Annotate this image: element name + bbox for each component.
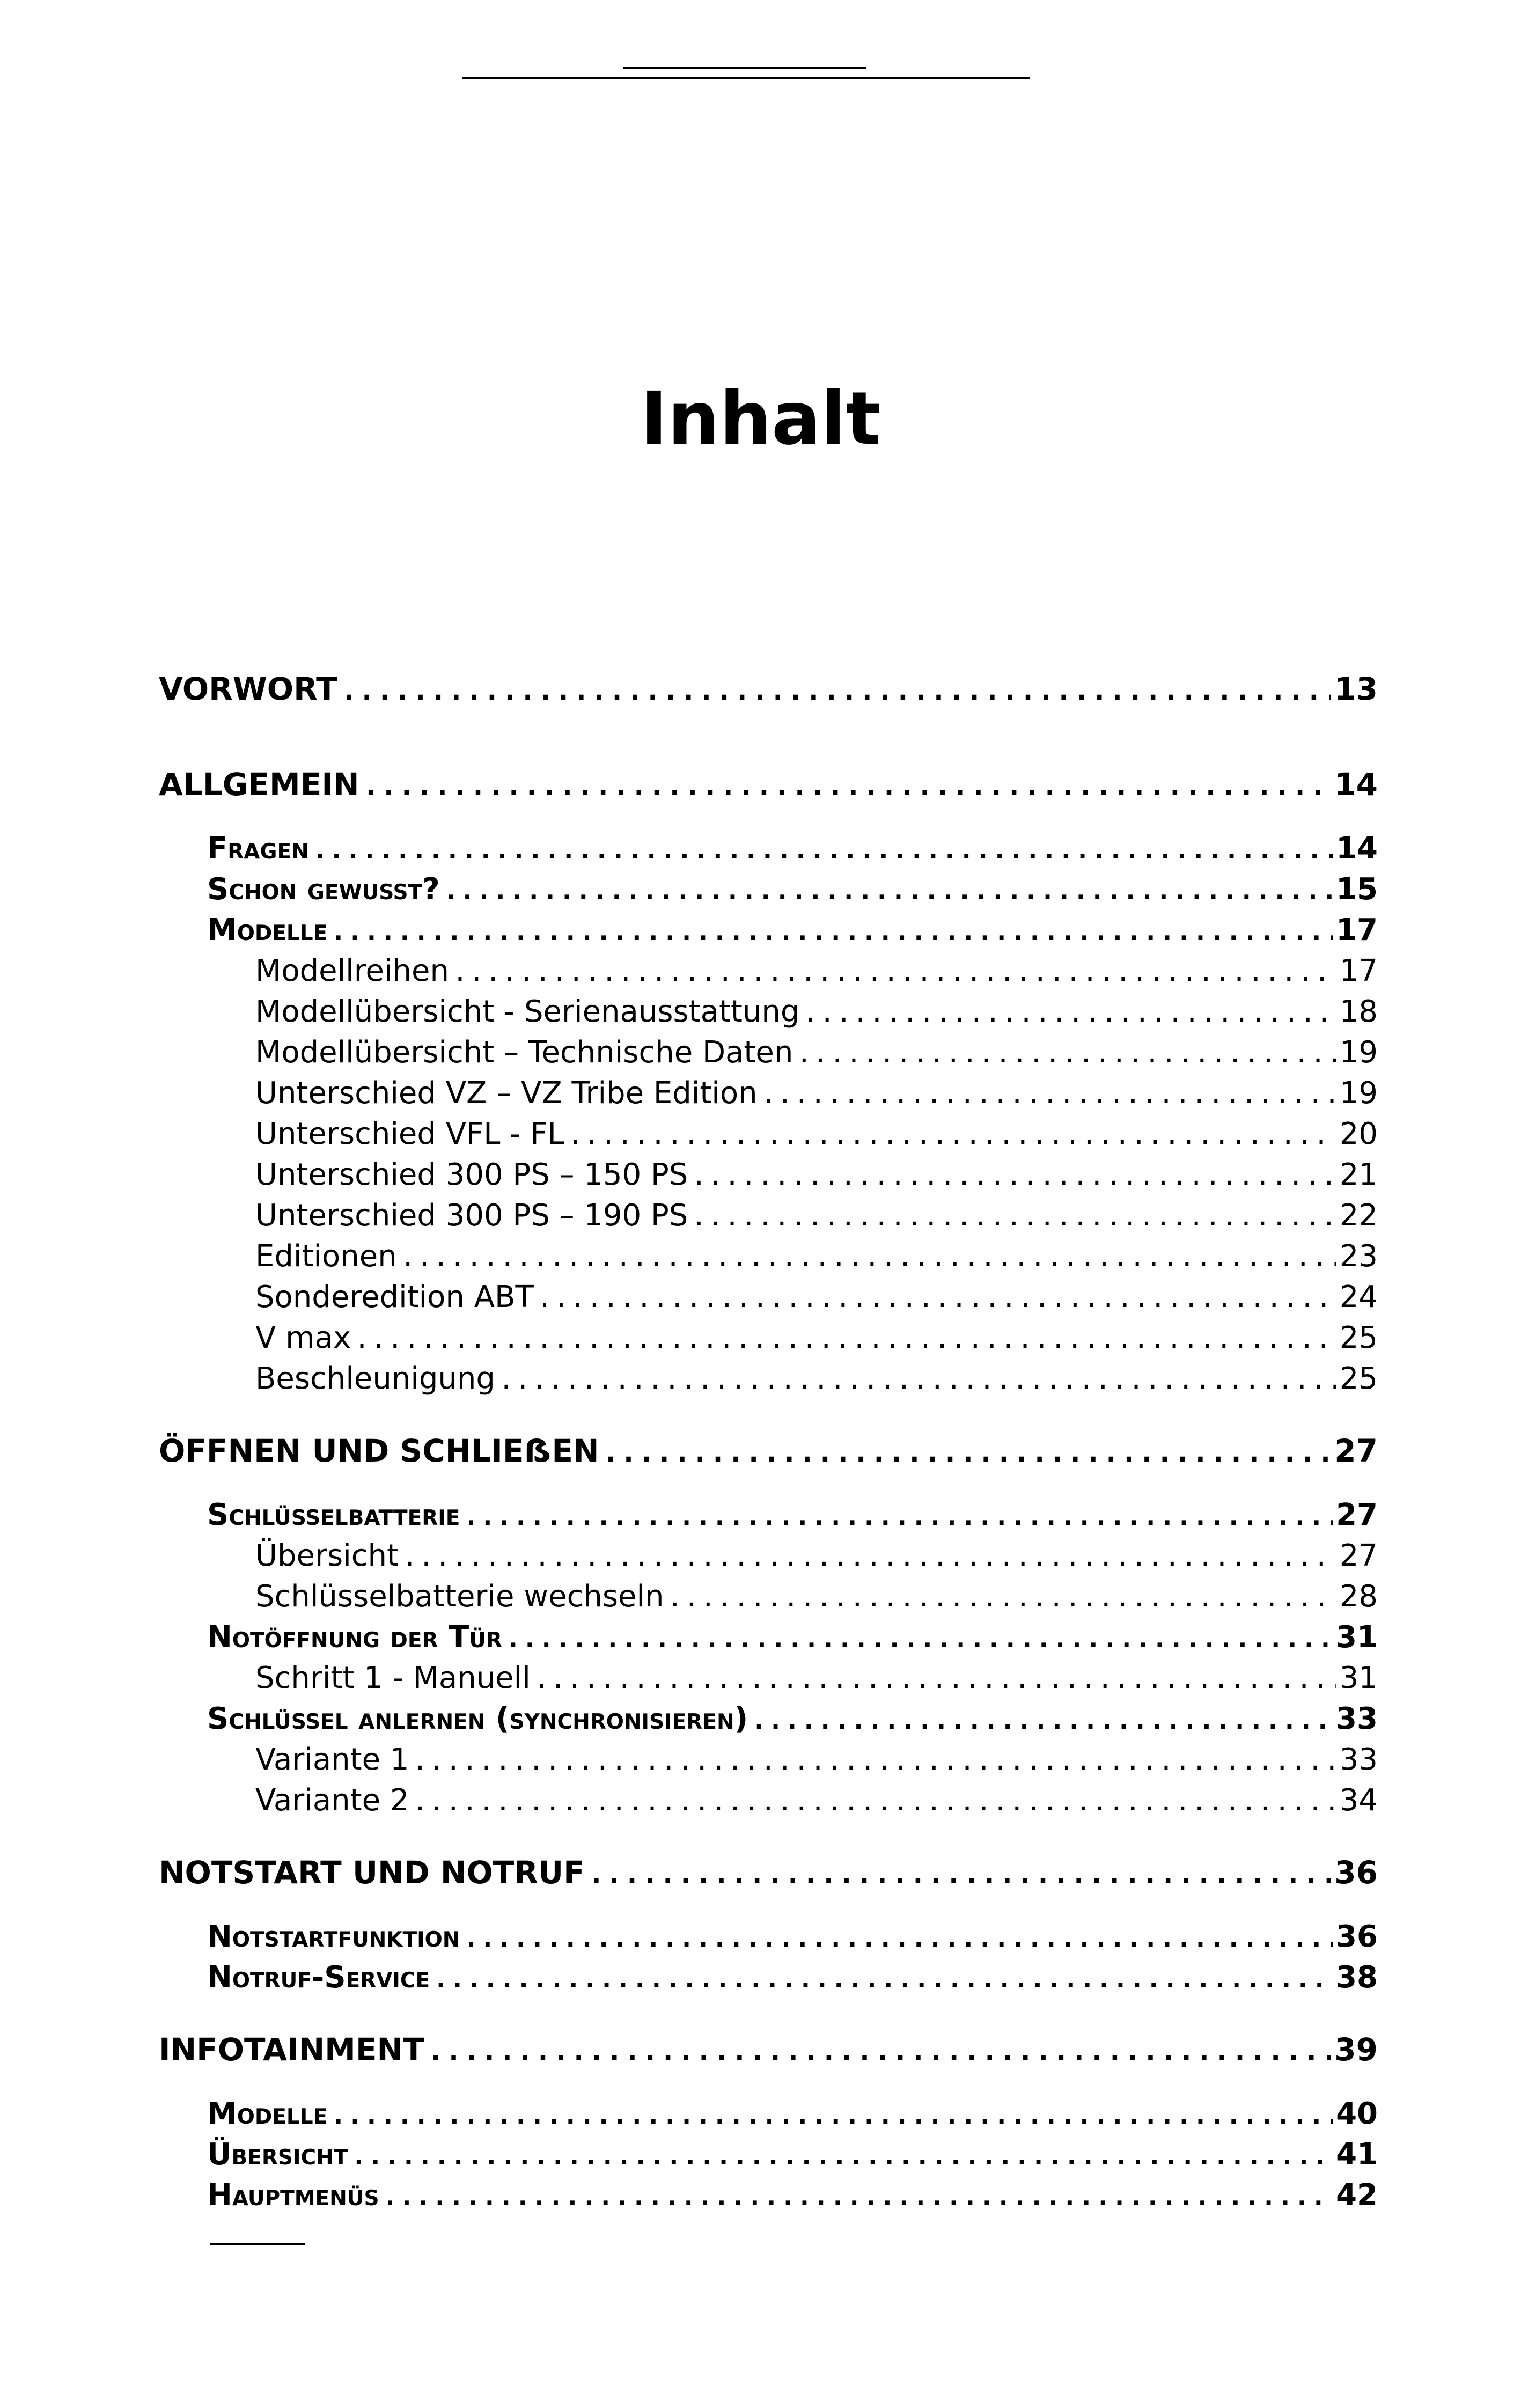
toc-entry-title: ÖFFNEN UND SCHLIEẞEN [159,1433,599,1469]
toc-page-number: 14 [1334,766,1378,803]
toc-entry-title: Unterschied 300 PS – 150 PS [255,1157,688,1192]
toc-entry-title: Unterschied VFL - FL [255,1117,564,1151]
toc-dot-leader [505,1618,1333,1658]
toc-spacer [159,733,1378,761]
toc-page-number: 13 [1334,671,1378,707]
toc-dot-leader [463,1496,1333,1536]
toc-spacer [159,1821,1378,1849]
toc-entry-title: Hauptmenüs [207,2178,379,2213]
toc-entry-level-2 [159,1917,1378,1957]
table-of-contents [159,665,1378,2216]
toc-spacer [159,808,1378,828]
toc-dot-leader [341,667,1332,713]
toc-entry-level-3 [159,1155,1378,1195]
toc-page-number: 17 [1336,913,1378,948]
toc-entry-level-3 [159,1236,1378,1277]
toc-entry-title: Unterschied VZ – VZ Tribe Edition [255,1076,758,1111]
toc-dot-leader [354,1319,1336,1359]
toc-entry-title: Variante 2 [255,1783,409,1818]
toc-entry-level-1 [159,1427,1378,1474]
toc-entry-title: Variante 1 [255,1742,409,1777]
toc-entry-title: Notruf-Service [207,1960,430,1995]
toc-page-number: 17 [1339,953,1378,988]
toc-entry-level-3 [159,1658,1378,1699]
toc-page-number: 41 [1336,2137,1378,2172]
toc-page-number: 33 [1339,1742,1378,1777]
toc-page-number: 18 [1339,994,1378,1029]
toc-page-number: 33 [1336,1701,1378,1736]
toc-entry-title: Schlüssel anlernen (synchronisieren) [207,1701,748,1736]
top-decor-rule [462,77,1030,79]
toc-entry-level-3 [159,992,1378,1032]
toc-dot-leader [413,1741,1336,1780]
toc-page-number: 38 [1336,1960,1378,1995]
toc-entry-level-2 [159,828,1378,869]
toc-entry-level-3 [159,1780,1378,1821]
toc-page-number: 28 [1339,1579,1378,1614]
page-title: Inhalt [640,377,881,462]
toc-entry-title: INFOTAINMENT [159,2031,424,2068]
toc-page-number: 36 [1336,1919,1378,1954]
toc-dot-leader [330,911,1333,951]
top-decor-rule-short [623,67,866,69]
toc-entry-level-1 [159,2026,1378,2073]
toc-dot-leader [691,1196,1336,1236]
toc-page-number: 36 [1334,1854,1378,1891]
toc-dot-leader [452,952,1336,992]
toc-dot-leader [383,2176,1333,2216]
toc-entry-title: Sonderedition ABT [255,1280,534,1315]
toc-entry-title: Schlüsselbatterie wechseln [255,1579,664,1614]
toc-entry-title: Schritt 1 - Manuell [255,1661,531,1695]
toc-dot-leader [602,1429,1332,1474]
toc-page-number: 27 [1334,1433,1378,1469]
toc-page-number: 23 [1339,1239,1378,1274]
toc-page-number: 19 [1339,1076,1378,1111]
toc-dot-leader [534,1659,1336,1699]
toc-page-number: 31 [1339,1661,1378,1695]
toc-entry-level-3 [159,1739,1378,1780]
toc-dot-leader [761,1074,1336,1114]
toc-entry-title: NOTSTART UND NOTRUF [159,1854,585,1891]
toc-entry-level-1 [159,761,1378,808]
toc-dot-leader [413,1781,1336,1821]
toc-entry-title: Schon gewusst? [207,872,440,907]
toc-entry-level-2 [159,910,1378,951]
toc-entry-level-1 [159,665,1378,713]
toc-entry-title: Übersicht [207,2137,348,2172]
toc-entry-level-2 [159,2175,1378,2216]
toc-entry-level-2 [159,2094,1378,2134]
toc-entry-title: VORWORT [159,671,337,707]
toc-entry-title: Fragen [207,831,309,866]
toc-dot-leader [588,1851,1332,1896]
toc-page-number: 19 [1339,1035,1378,1070]
toc-dot-leader [796,1033,1336,1073]
toc-entry-title: Modellübersicht – Technische Daten [255,1035,793,1070]
toc-dot-leader [351,2135,1333,2175]
toc-entry-title: Beschleunigung [255,1361,495,1396]
toc-entry-title: Notöffnung der Tür [207,1620,502,1655]
toc-entry-level-2 [159,1957,1378,1998]
toc-dot-leader [443,870,1333,910]
toc-dot-leader [568,1115,1336,1155]
toc-dot-leader [363,762,1332,808]
toc-dot-leader [537,1278,1336,1318]
toc-entry-title: Schlüsselbatterie [207,1497,460,1532]
toc-page-number: 25 [1339,1320,1378,1355]
toc-page-number: 15 [1336,872,1378,907]
toc-entry-level-3 [159,1536,1378,1576]
toc-entry-level-2 [159,1617,1378,1658]
toc-dot-leader [312,829,1333,869]
toc-page-number: 27 [1339,1538,1378,1573]
toc-page-number: 14 [1336,831,1378,866]
toc-page-number: 25 [1339,1361,1378,1396]
toc-spacer [159,1896,1378,1917]
toc-page-number: 22 [1339,1198,1378,1233]
toc-entry-level-2 [159,2134,1378,2175]
toc-spacer [159,1399,1378,1427]
toc-entry-level-3 [159,1318,1378,1359]
toc-page-number: 27 [1336,1497,1378,1532]
toc-page-number: 20 [1339,1117,1378,1151]
toc-entry-title: Modelle [207,2096,328,2131]
toc-entry-title: Unterschied 300 PS – 190 PS [255,1198,688,1233]
toc-entry-title: Übersicht [255,1538,399,1573]
toc-dot-leader [428,2028,1332,2073]
toc-dot-leader [400,1237,1336,1277]
toc-entry-title: V max [255,1320,351,1355]
bottom-decor-rule [210,2243,305,2245]
toc-dot-leader [691,1156,1336,1195]
toc-entry-title: Modellübersicht - Serienausstattung [255,994,800,1029]
toc-entry-level-3 [159,1195,1378,1236]
toc-spacer [159,713,1378,733]
toc-dot-leader [463,1918,1333,1957]
toc-entry-level-2 [159,1495,1378,1536]
toc-entry-level-2 [159,1699,1378,1739]
toc-entry-level-3 [159,1576,1378,1617]
toc-entry-title: Modellreihen [255,953,449,988]
toc-spacer [159,2073,1378,2094]
toc-dot-leader [667,1577,1336,1617]
toc-page-number: 21 [1339,1157,1378,1192]
toc-entry-title: ALLGEMEIN [159,766,359,803]
toc-entry-title: Editionen [255,1239,397,1274]
toc-entry-level-1 [159,1849,1378,1896]
toc-entry-level-3 [159,1073,1378,1114]
toc-entry-level-3 [159,1277,1378,1318]
toc-entry-title: Modelle [207,913,328,948]
toc-page-number: 34 [1339,1783,1378,1818]
toc-dot-leader [330,2095,1333,2134]
toc-entry-level-3 [159,1032,1378,1073]
toc-dot-leader [498,1360,1336,1399]
toc-page-number: 40 [1336,2096,1378,2131]
toc-entry-level-2 [159,869,1378,910]
toc-entry-title: Notstartfunktion [207,1919,460,1954]
toc-dot-leader [433,1958,1333,1998]
toc-dot-leader [751,1700,1333,1739]
toc-spacer [159,1998,1378,2026]
toc-dot-leader [803,993,1336,1032]
toc-page-number: 39 [1334,2031,1378,2068]
toc-page-number: 31 [1336,1620,1378,1655]
toc-spacer [159,1474,1378,1495]
toc-entry-level-3 [159,951,1378,992]
toc-entry-level-3 [159,1114,1378,1155]
toc-dot-leader [402,1537,1336,1576]
toc-entry-level-3 [159,1359,1378,1399]
toc-page-number: 24 [1339,1280,1378,1315]
toc-page-number: 42 [1336,2178,1378,2213]
